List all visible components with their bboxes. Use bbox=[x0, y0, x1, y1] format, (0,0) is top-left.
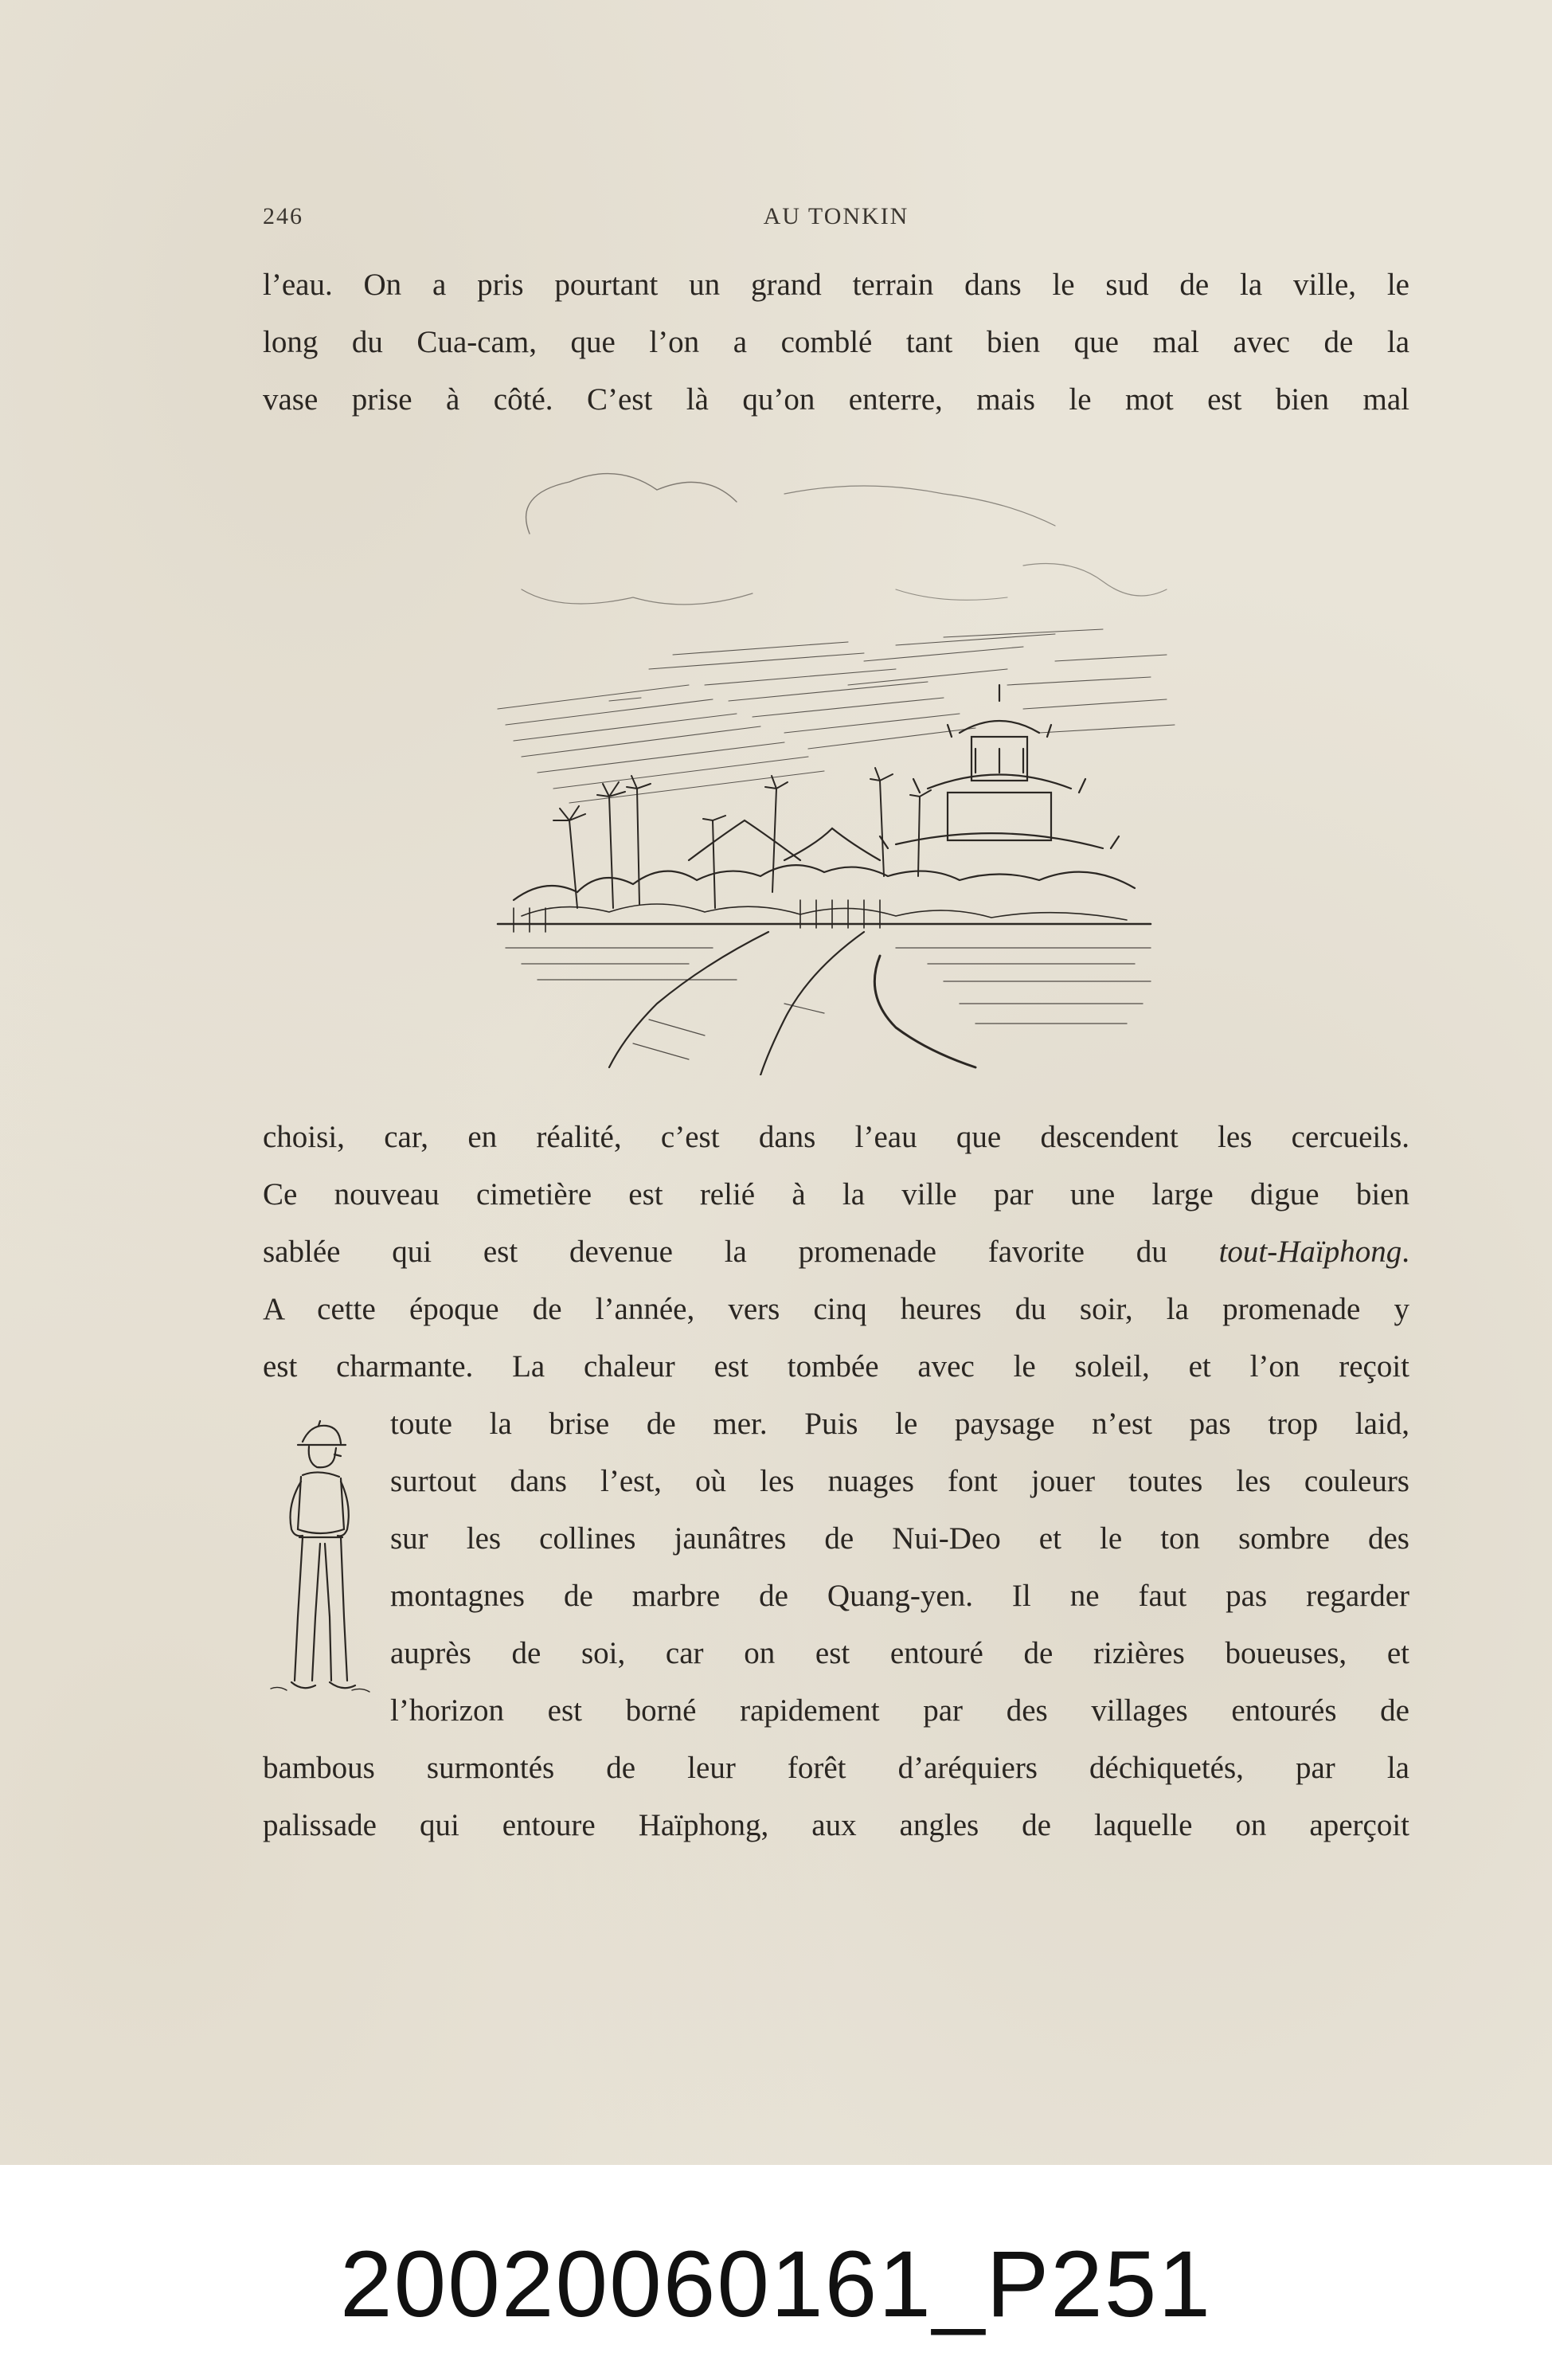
text-line: palissade qui entoure Haïphong, aux angles de laquelle on aperçoit bbox=[263, 1808, 1409, 1842]
text-line-indented: surtout dans l’est, où les nuages font jouer toutes les couleurs bbox=[390, 1464, 1409, 1498]
text-block-bottom bbox=[263, 1109, 1409, 1854]
text-line: est charmante. La chaleur est tombée avec le soleil, et l’on reçoit bbox=[263, 1349, 1409, 1384]
standing-man-illustration bbox=[263, 1418, 374, 1705]
text-line-indented: montagnes de marbre de Quang-yen. Il ne faut pas regarder bbox=[390, 1579, 1409, 1613]
running-title: AU TONKIN bbox=[763, 203, 909, 229]
italic-term: tout-Haïphong bbox=[1218, 1235, 1402, 1269]
text-line-indented: toute la brise de mer. Puis le paysage n’est pas trop laid, bbox=[390, 1407, 1409, 1441]
text-line-indented: sur les collines jaunâtres de Nui-Deo et le ton sombre des bbox=[390, 1521, 1409, 1556]
text-line: A cette époque de l’année, vers cinq heures du soir, la promenade y bbox=[263, 1292, 1409, 1326]
text-segment: sablée qui est devenue la promenade favorite du bbox=[263, 1235, 1219, 1269]
archive-caption: 20020060161_P251 bbox=[339, 2232, 1213, 2337]
text-line-indented: l’horizon est borné rapidement par des villages entourés de bbox=[390, 1693, 1409, 1728]
text-line bbox=[263, 1223, 1409, 1281]
text-segment: . bbox=[1401, 1235, 1409, 1269]
text-block-top bbox=[263, 256, 1409, 429]
text-line: bambous surmontés de leur forêt d’aréquiers déchiquetés, par la bbox=[263, 1751, 1409, 1785]
text-line: long du Cua-cam, que l’on a comblé tant bien que mal avec de la bbox=[263, 325, 1409, 359]
text-line: vase prise à côté. C’est là qu’on enterre, mais le mot est bien mal bbox=[263, 382, 1409, 417]
text-line: l’eau. On a pris pourtant un grand terrain dans le sud de la ville, le bbox=[263, 268, 1409, 302]
running-head bbox=[263, 203, 1409, 235]
text-line: Ce nouveau cimetière est relié à la ville par une large digue bien bbox=[263, 1177, 1409, 1212]
landscape-illustration bbox=[450, 446, 1206, 1075]
text-line-indented: auprès de soi, car on est entouré de rizières boueuses, et bbox=[390, 1636, 1409, 1670]
text-line: choisi, car, en réalité, c’est dans l’eau que descendent les cercueils. bbox=[263, 1120, 1409, 1154]
page-number: 246 bbox=[263, 203, 303, 229]
